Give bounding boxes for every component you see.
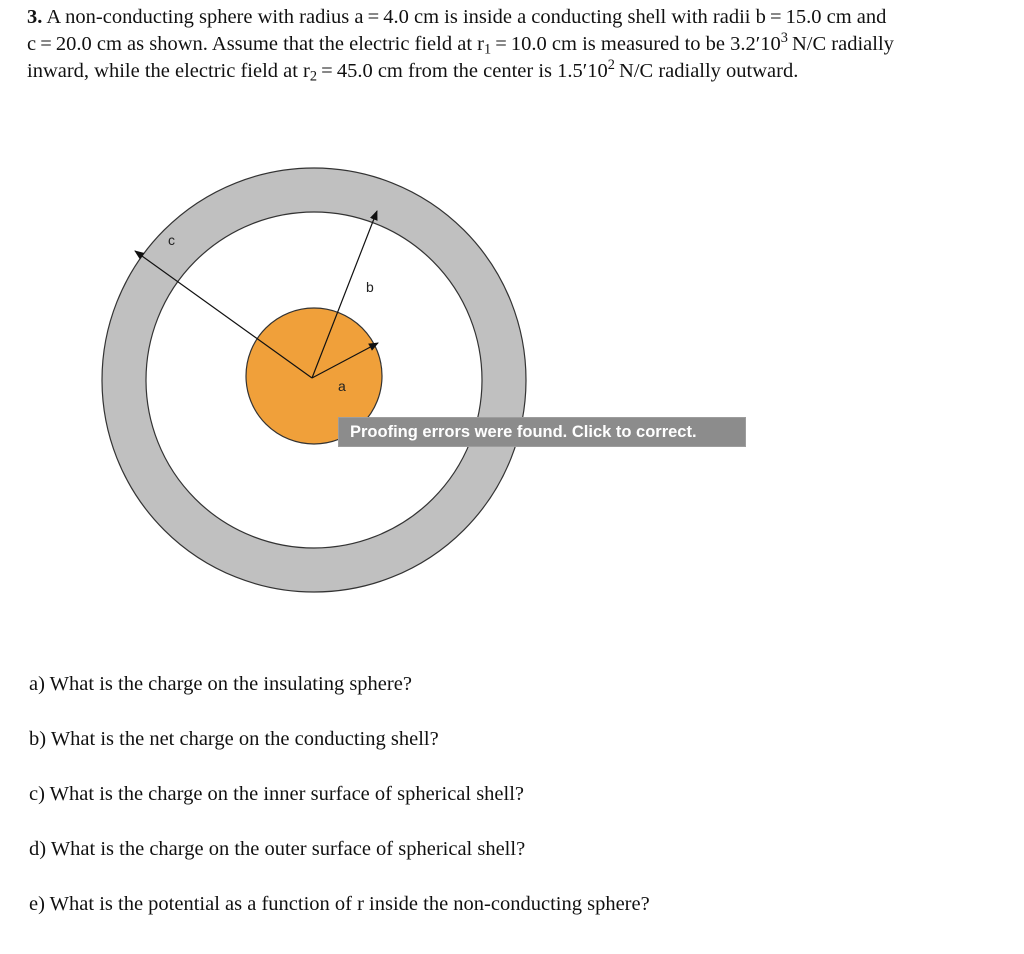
- question-c: c) What is the charge on the inner surface of spherical shell?: [29, 783, 525, 805]
- question-d: d) What is the charge on the outer surface of spherical shell?: [29, 838, 526, 860]
- problem-number: 3.: [27, 6, 43, 28]
- label-a: a: [338, 378, 346, 394]
- label-b: b: [366, 279, 374, 295]
- proofing-errors-tooltip[interactable]: Proofing errors were found. Click to correct.: [338, 417, 746, 447]
- question-list: [29, 671, 650, 946]
- problem-line-1: 3. A non-conducting sphere with radius a = 4.0 cm is inside a conducting shell with radii b = 15.0 cm and: [27, 6, 887, 28]
- problem-line-2: c = 20.0 cm as shown. Assume that the electric field at $r_1 = 10.0$ cm is measured to be $3.2'10^3$ N/C radially: [27, 30, 894, 58]
- question-e: e) What is the potential as a function of r inside the non-conducting sphere?: [29, 893, 650, 915]
- question-b: b) What is the net charge on the conducting shell?: [29, 728, 439, 750]
- problem-line-3: inward, while the electric field at $r_2 = 45.0$ cm from the center is $1.5'10^2$ N/C radially outward.: [27, 57, 799, 85]
- label-c: c: [168, 232, 175, 248]
- question-a: a) What is the charge on the insulating sphere?: [29, 673, 412, 695]
